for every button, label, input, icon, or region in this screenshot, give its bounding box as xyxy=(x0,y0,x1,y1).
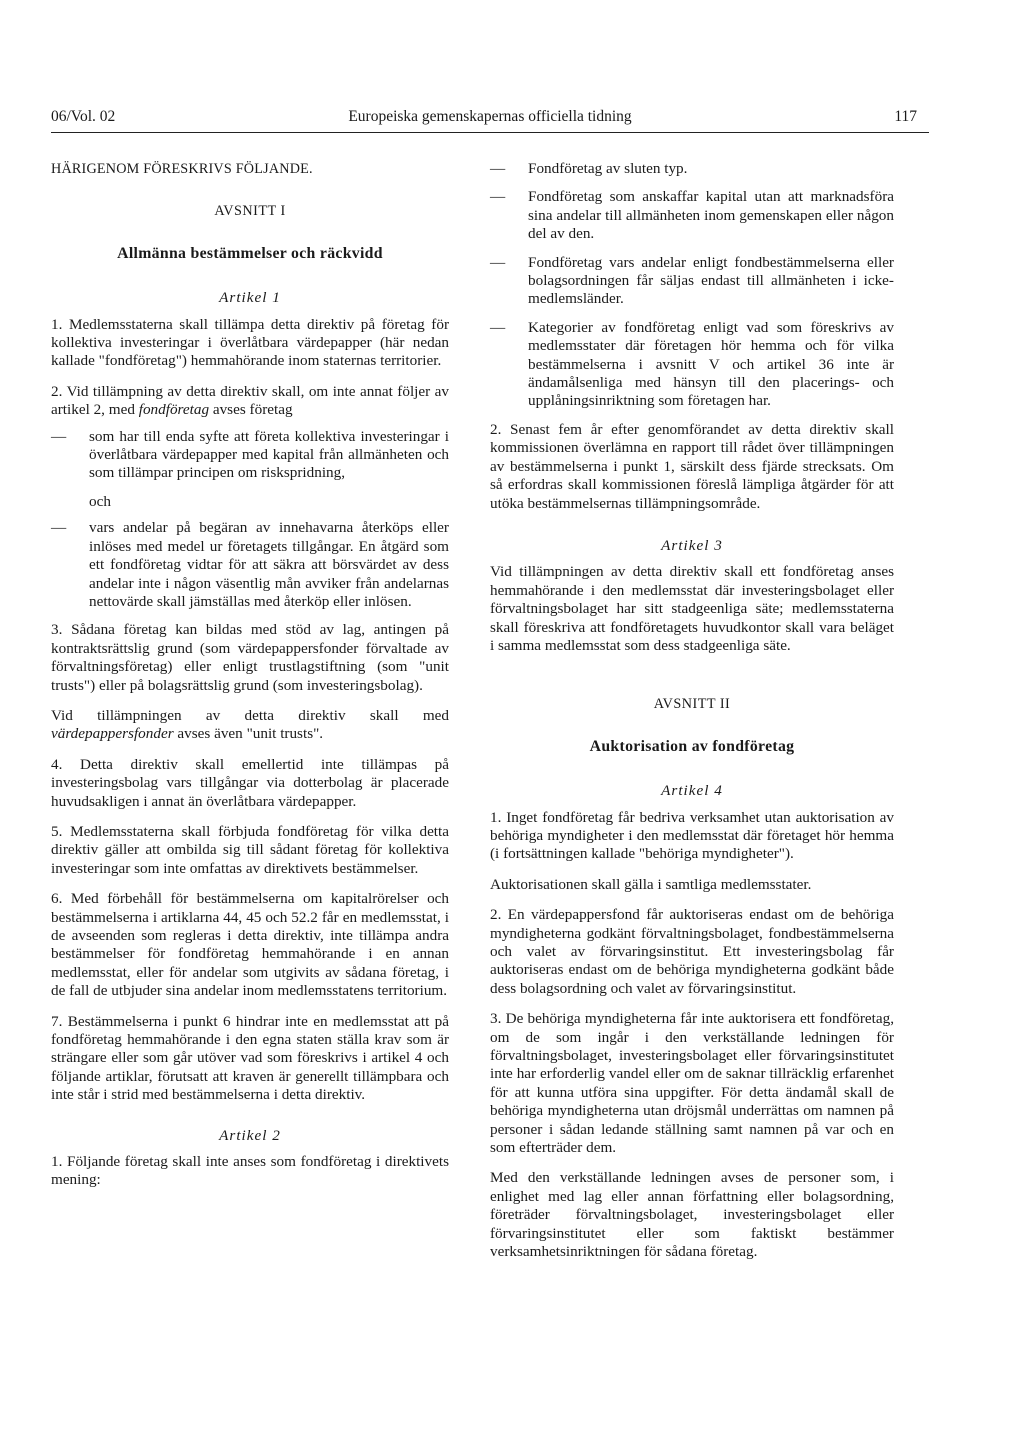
art1-p2-text: 2. Vid tillämpning av detta direktiv skall, om inte annat följer av artikel 2, med xyxy=(51,382,449,419)
preamble: HÄRIGENOM FÖRESKRIVS FÖLJANDE. xyxy=(51,161,313,177)
dash-text: Fondföretag vars andelar enligt fondbestämmelserna eller bolagsordningen får säljas endast till allmänheten i icke-medlemsländer. xyxy=(528,253,894,308)
article-title-2: Artikel 2 xyxy=(219,1126,281,1144)
art1-paragraph-4: 4. Detta direktiv skall emellertid inte tillämpas på investeringsbolag vars tillgångar via dotterbolag är placerade huvudsakligen i annat än överlåtbara värdepapper. xyxy=(51,755,449,810)
art1-paragraph-2 xyxy=(51,383,449,420)
art4-paragraph-1: 1. Inget fondföretag får bedriva verksamhet utan auktorisation av behöriga myndigheter i den medlemsstat där företaget hör hemma (i fortsättningen kallade "behöriga myndigheter"). xyxy=(490,808,894,863)
art2-dash-2 xyxy=(490,188,894,243)
art1-p3b-term: värdepappersfonder xyxy=(51,725,174,743)
art1-dash-1 xyxy=(51,428,449,483)
page-header xyxy=(51,108,929,133)
art2-paragraph-1: 1. Följande företag skall inte anses som fondföretag i direktivets mening: xyxy=(51,1153,449,1189)
art1-paragraph-7: 7. Bestämmelserna i punkt 6 hindrar inte en medlemsstat att på fondföretag hemmahörande i den egna staten ställa krav som är strängare eller som går utöver vad som föreskrivs i artikel 4 och följande artiklar, förutsatt att kraven är generellt tillämpbara och inte står i strid med bestämmelserna i detta direktiv. xyxy=(51,1012,449,1104)
journal-title: Europeiska gemenskapernas officiella tidning xyxy=(348,108,632,125)
art1-paragraph-3b xyxy=(51,707,449,744)
dash-marker: — xyxy=(490,188,506,206)
section-title-2: AVSNITT II xyxy=(653,696,731,713)
art4-paragraph-4: Med den verkställande ledningen avses de personer som, i enlighet med lag eller annan författning eller bolagsordning, företräder förvaltningsbolaget, investeringsbolaget eller förvaringsinstitutet eller som faktiskt bestämmer verksamhetsinriktningen för sådana företag. xyxy=(490,1169,894,1261)
art1-p2-end: avses företag xyxy=(209,401,293,419)
dash-marker: — xyxy=(51,519,67,537)
dash-text: Fondföretag av sluten typ. xyxy=(528,160,688,177)
art1-paragraph-6: 6. Med förbehåll för bestämmelserna om kapitalrörelser och bestämmelserna i artiklarna 44, 45 och 52.2 får en medlemsstat, i de avseenden som regleras i detta direktiv, inte tillämpa andra bestämmelser för fondföretag hemmahörande i en annan medlemsstat, eller för andelar som utgivits av sådana företag, i de fall de utbjuder sina andelar inom medlemsstatens territorium. xyxy=(51,890,449,1000)
art2-dash-1 xyxy=(490,160,894,178)
dash-marker: — xyxy=(490,318,506,336)
art4-paragraph-2: 2. En värdepappersfond får auktoriseras endast om de behöriga myndigheterna godkänt förvaltningsbolaget, fondbestämmelserna och valet av förvaringsinstitut. Ett investeringsbolag får auktoriseras endast om de behöriga myndigheterna godkänt både dess bolagsordning och valet av förvaringsinstitut. xyxy=(490,906,894,997)
section-heading-2: Auktorisation av fondföretag xyxy=(589,737,795,755)
art1-paragraph-1: 1. Medlemsstaterna skall tillämpa detta direktiv på företag för kollektiva investeringar i överlåtbara värdepapper (här nedan kallade "fondföretag") hemmahörande inom staternas territorier. xyxy=(51,315,449,370)
section-heading-1: Allmänna bestämmelser och räckvidd xyxy=(117,244,383,262)
section-title-1: AVSNITT I xyxy=(214,203,286,220)
article-title-4: Artikel 4 xyxy=(661,782,723,800)
right-column xyxy=(490,160,894,1274)
dash-marker: — xyxy=(490,253,506,271)
art1-paragraph-3: 3. Sådana företag kan bildas med stöd av lag, antingen på kontraktsrättslig grund (som värdepappersfonder förvaltade av förvaltningsföretag) eller enligt trustlagstiftning (som "unit trusts") eller på bolagsrättslig grund (som investeringsbolag). xyxy=(51,621,449,694)
art3-paragraph: Vid tillämpningen av detta direktiv skall ett fondföretag anses hemmahörande i den medlemsstat där investeringsbolaget eller förvaltningsbolaget har sitt stadgeenliga säte; medlemsstaterna skall föreskriva att fondföretagets huvudkontor skall vara beläget i samma medlemsstat som dess stadgeenliga säte. xyxy=(490,563,894,654)
art1-p3b-text: Vid tillämpningen av detta direktiv skall med xyxy=(51,706,449,724)
dash-text: vars andelar på begäran av innehavarna återköps eller inlöses med medel ur företagets tillgångar. En åtgärd som ett fondföretag vidtar för att säkra att börsvärdet av dess andelar inte i någon väsentlig mån avviker från andelarnas nettovärde skall jämställas med återköp eller inlösen. xyxy=(89,519,449,610)
article-title-1: Artikel 1 xyxy=(219,289,281,307)
volume-number: 06/Vol. 02 xyxy=(51,108,116,125)
conjunction-och: och xyxy=(89,492,111,510)
page-number: 117 xyxy=(894,108,917,125)
art2-dash-3 xyxy=(490,254,894,309)
art1-p3b-end: avses även "unit trusts". xyxy=(173,725,324,743)
dash-text: Kategorier av fondföretag enligt vad som föreskrivs av medlemsstater där företagen hör hemma och för vilka bestämmelserna i avsnitt V och artikel 36 inte är ändamålsenliga med hänsyn till den placerings- och upplåningsinriktning som företagen har. xyxy=(528,318,894,410)
art2-dash-4 xyxy=(490,319,894,411)
left-column xyxy=(51,160,449,1202)
art4-paragraph-1b: Auktorisationen skall gälla i samtliga medlemsstater. xyxy=(490,875,812,893)
article-title-3: Artikel 3 xyxy=(661,536,723,554)
art1-p2-term: fondföretag xyxy=(138,401,210,419)
art2-paragraph-2: 2. Senast fem år efter genomförandet av detta direktiv skall kommissionen överlämna en rapport till rådet över tillämpningen av bestämmelserna i punkt 1, särskilt dess fjärde strecksats. Om så erfordras skall kommissionen föreslå lämpliga åtgärder för att utöka bestämmelsernas tillämpningsområde. xyxy=(490,420,894,512)
dash-text: Fondföretag som anskaffar kapital utan att marknadsföra sina andelar till allmänheten inom gemenskapen eller någon del av den. xyxy=(528,188,894,243)
art1-paragraph-5: 5. Medlemsstaterna skall förbjuda fondföretag för vilka detta direktiv gäller att ombilda sig till sådant företag för kollektiva investeringar som inte omfattas av direktivets bestämmelser. xyxy=(51,822,449,877)
dash-marker: — xyxy=(490,160,506,177)
dash-marker: — xyxy=(51,427,67,445)
dash-text: som har till enda syfte att företa kollektiva investeringar i överlåtbara värdepapper med kapital från allmänheten och som tillämpar principen om riskspridning, xyxy=(89,427,449,482)
art4-paragraph-3: 3. De behöriga myndigheterna får inte auktorisera ett fondföretag, om de som ingår i den verkställande ledningen för förvaltningsbolaget, investeringsbolaget eller förvaringsinstitutet inte har erforderlig vandel eller om de saknar tillräcklig erfarenhet för att kunna utföra sina uppgifter. För detta ändamål skall de behöriga myndigheterna utan dröjsmål underrättas om namnen på personer i sådan ledande ställning samt namnen på var och en som efterträder dem. xyxy=(490,1010,894,1157)
art1-dash-2 xyxy=(51,519,449,611)
